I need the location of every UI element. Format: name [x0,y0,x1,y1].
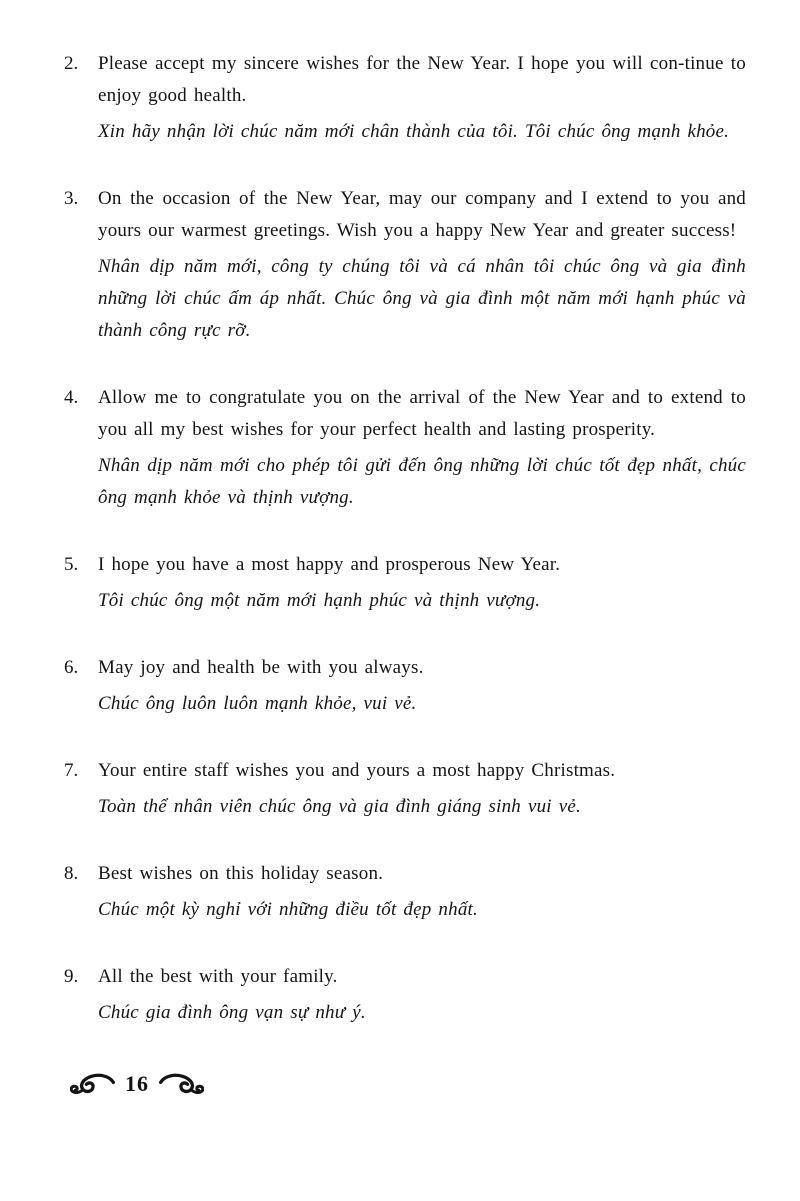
english-sentence: Best wishes on this holiday season. [98,863,384,884]
item-body [98,755,746,823]
list-item [64,755,746,823]
right-scroll-ornament-icon [158,1073,204,1097]
item-body [98,858,746,926]
left-scroll-ornament-icon [70,1073,116,1097]
list-item [64,549,746,617]
item-number: 8. [64,863,79,884]
english-sentence: I hope you have a most happy and prosperous New Year. [98,554,561,575]
page-number: 16 [125,1071,149,1096]
vietnamese-translation: Chúc một kỳ nghỉ với những điều tốt đẹp nhất. [98,899,478,920]
item-number: 4. [64,387,79,408]
list-item [64,652,746,720]
item-number: 3. [64,188,79,209]
list-item [64,858,746,926]
page-footer [70,1073,746,1097]
english-sentence: Your entire staff wishes you and yours a most happy Christmas. [98,760,616,781]
list-item [64,183,746,347]
vietnamese-translation: Tôi chúc ông một năm mới hạnh phúc và thịnh vượng. [98,590,541,611]
english-sentence: On the occasion of the New Year, may our company and I extend to you and yours our warmest greetings. Wish you a happy New Year and greater success! [98,188,746,241]
vietnamese-translation: Nhân dịp năm mới cho phép tôi gửi đến ông những lời chúc tốt đẹp nhất, chúc ông mạnh khỏe và thịnh vượng. [98,455,746,508]
vietnamese-translation: Nhân dịp năm mới, công ty chúng tôi và cá nhân tôi chúc ông và gia đình những lời chúc ấm áp nhất. Chúc ông và gia đình một năm mới hạnh phúc và thành công rực rỡ. [98,256,746,341]
vietnamese-translation: Chúc ông luôn luôn mạnh khỏe, vui vẻ. [98,693,417,714]
item-body [98,382,746,514]
item-body [98,48,746,148]
english-sentence: May joy and health be with you always. [98,657,424,678]
vietnamese-translation: Toàn thể nhân viên chúc ông và gia đình giáng sinh vui vẻ. [98,796,581,817]
item-number: 7. [64,760,79,781]
item-number: 5. [64,554,79,575]
item-body [98,961,746,1029]
english-sentence: Please accept my sincere wishes for the New Year. I hope you will con-tinue to enjoy good health. [98,53,746,106]
item-number: 9. [64,966,79,987]
list-item [64,48,746,148]
item-body [98,183,746,347]
item-number: 2. [64,53,79,74]
vietnamese-translation: Chúc gia đình ông vạn sự như ý. [98,1002,366,1023]
item-body [98,549,746,617]
list-item [64,382,746,514]
english-sentence: All the best with your family. [98,966,338,987]
list-item [64,961,746,1029]
item-body [98,652,746,720]
english-sentence: Allow me to congratulate you on the arrival of the New Year and to extend to you all my best wishes for your perfect health and lasting prosperity. [98,387,746,440]
vietnamese-translation: Xin hãy nhận lời chúc năm mới chân thành của tôi. Tôi chúc ông mạnh khỏe. [98,121,730,142]
item-number: 6. [64,657,79,678]
